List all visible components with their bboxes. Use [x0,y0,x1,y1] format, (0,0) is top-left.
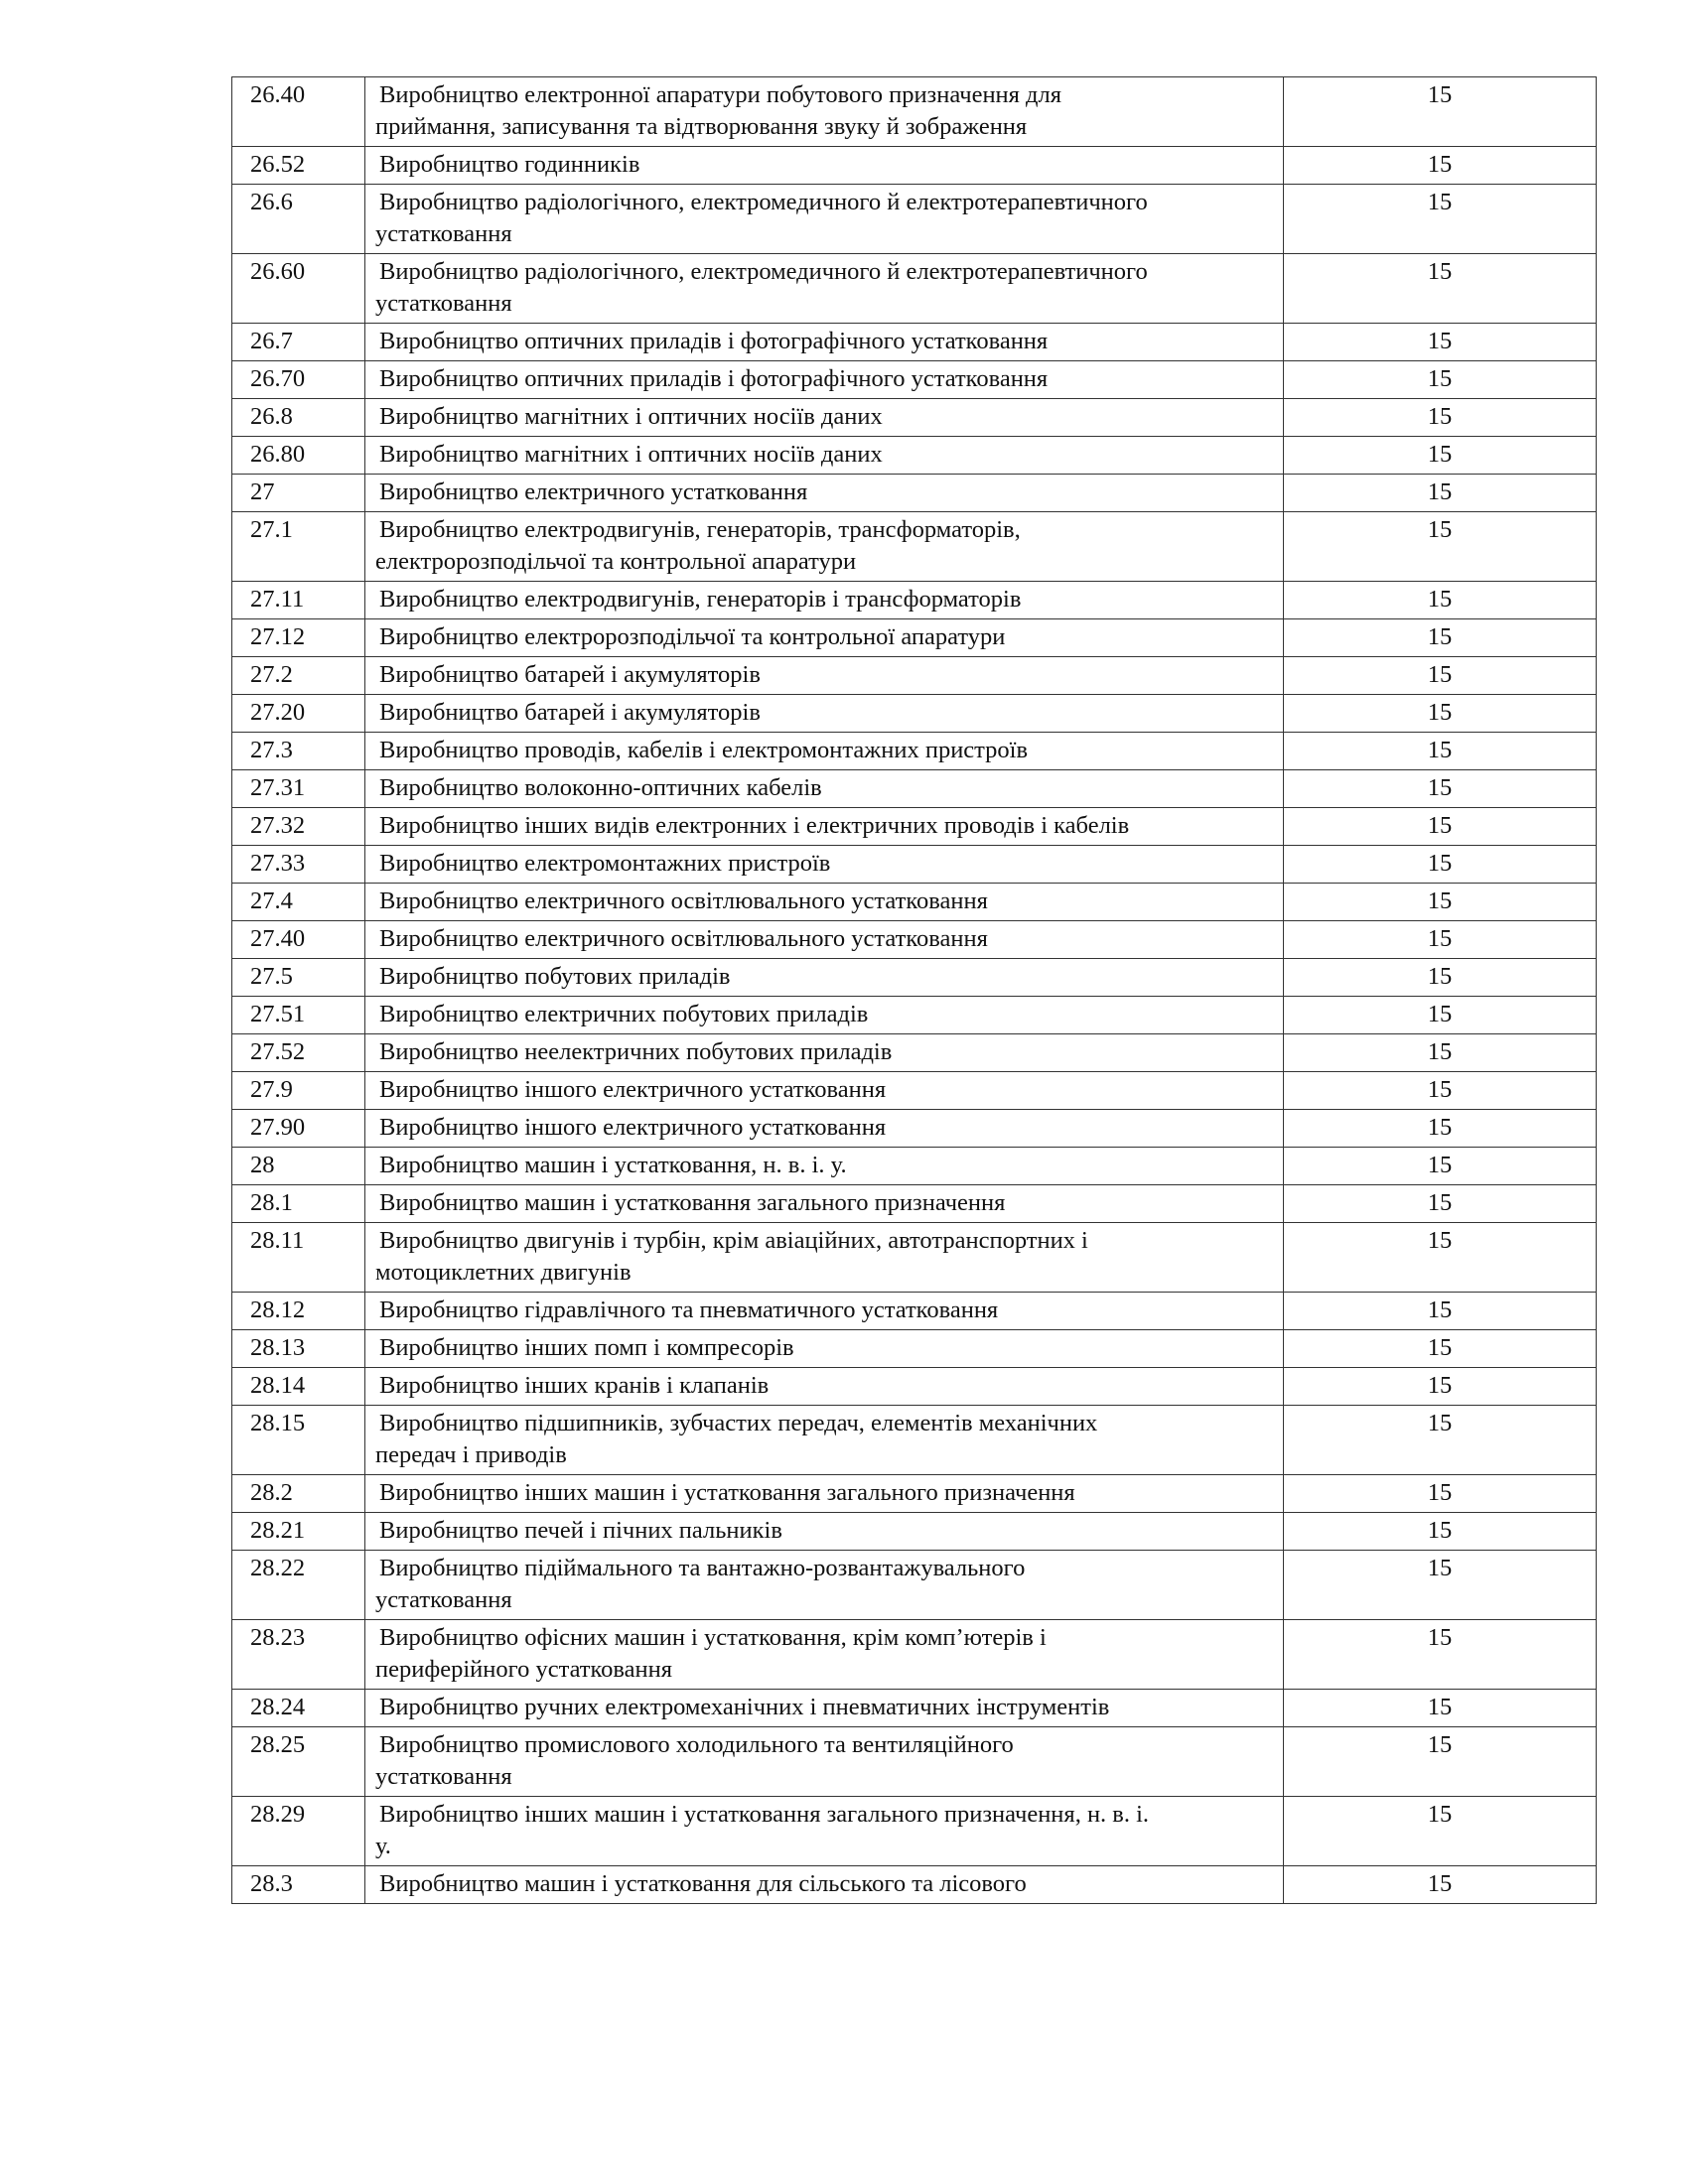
rate-value: 15 [1284,185,1597,254]
activity-name: Виробництво машин і устатковання для сільського та лісового [379,1870,1027,1897]
rate-value: 15 [1284,324,1597,361]
table-body [232,77,1597,1904]
activity-name: Виробництво машин і устатковання, н. в. і. у. [379,1152,847,1178]
table-row [232,1475,1597,1513]
table-row [232,254,1597,324]
rate-value: 15 [1284,1293,1597,1330]
activity-name: Виробництво машин і устатковання загального призначення [379,1189,1006,1216]
activity-name-cell [365,77,1284,147]
activity-name: Виробництво печей і пічних пальників [379,1517,782,1544]
activity-name: Виробництво електронної апаратури побутового призначення для [379,81,1062,108]
activity-name-cell [365,512,1284,582]
activity-name-cell [365,1690,1284,1727]
activity-code: 27.11 [232,582,365,619]
activity-name-cell [365,324,1284,361]
activity-name-cell [365,959,1284,997]
rate-value: 15 [1284,1072,1597,1110]
activity-name-cell [365,1034,1284,1072]
activity-name-cell [365,1223,1284,1293]
table-row [232,77,1597,147]
table-row [232,437,1597,475]
activity-name-cell [365,361,1284,399]
table-row [232,695,1597,733]
activity-name-continued: приймання, записування та відтворювання звуку й зображення [375,113,1028,140]
activity-name: Виробництво підшипників, зубчастих передач, елементів механічних [379,1410,1098,1436]
activity-code: 26.6 [232,185,365,254]
rate-value: 15 [1284,1034,1597,1072]
activity-name-cell [365,185,1284,254]
activity-name: Виробництво промислового холодильного та вентиляційного [379,1731,1014,1758]
activity-code: 26.52 [232,147,365,185]
rate-value: 15 [1284,1866,1597,1904]
activity-code: 27.2 [232,657,365,695]
activity-code: 27.90 [232,1110,365,1148]
activity-name: Виробництво інших машин і устатковання загального призначення, н. в. і. [379,1801,1150,1828]
activity-name-cell [365,695,1284,733]
activity-name: Виробництво побутових приладів [379,963,731,990]
activity-code: 27.51 [232,997,365,1034]
activity-code: 28.13 [232,1330,365,1368]
rate-value: 15 [1284,921,1597,959]
activity-code: 26.7 [232,324,365,361]
table-row [232,619,1597,657]
activity-name: Виробництво електродвигунів, генераторів, трансформаторів, [379,516,1021,543]
activity-name-cell [365,1072,1284,1110]
activity-code: 27.12 [232,619,365,657]
activity-code: 28.11 [232,1223,365,1293]
activity-name-cell [365,437,1284,475]
activity-name: Виробництво електричного освітлювального устатковання [379,887,988,914]
activity-name: Виробництво електророзподільчої та контрольної апаратури [379,623,1006,650]
table-row [232,361,1597,399]
activity-code: 27.1 [232,512,365,582]
rate-value: 15 [1284,1406,1597,1475]
activity-name-cell [365,475,1284,512]
rate-value: 15 [1284,997,1597,1034]
table-row [232,1406,1597,1475]
table-row [232,1551,1597,1620]
activity-name-cell [365,921,1284,959]
table-row [232,657,1597,695]
activity-name-continued: устатковання [375,1586,512,1613]
table-row [232,921,1597,959]
rate-value: 15 [1284,254,1597,324]
rate-value: 15 [1284,1110,1597,1148]
activity-code: 28.12 [232,1293,365,1330]
rate-value: 15 [1284,1330,1597,1368]
activity-name: Виробництво електричного освітлювального устатковання [379,925,988,952]
rate-value: 15 [1284,657,1597,695]
activity-name: Виробництво проводів, кабелів і електромонтажних пристроїв [379,737,1029,763]
table-row [232,770,1597,808]
activity-name-cell [365,1110,1284,1148]
rate-value: 15 [1284,959,1597,997]
activity-code: 26.80 [232,437,365,475]
activity-code: 27.4 [232,884,365,921]
activity-name: Виробництво батарей і акумуляторів [379,699,761,726]
table-row [232,1293,1597,1330]
activity-name-cell [365,619,1284,657]
activity-name-continued: мотоциклетних двигунів [375,1259,632,1286]
rate-value: 15 [1284,475,1597,512]
activity-name-cell [365,1797,1284,1866]
activity-code: 28.1 [232,1185,365,1223]
activity-code: 28.15 [232,1406,365,1475]
table-row [232,884,1597,921]
table-row [232,846,1597,884]
activity-name-cell [365,1475,1284,1513]
table-row [232,147,1597,185]
activity-name-cell [365,1620,1284,1690]
activity-name-continued: передач і приводів [375,1441,567,1468]
activity-name: Виробництво магнітних і оптичних носіїв даних [379,441,883,468]
activity-codes-table [231,76,1597,1904]
rate-value: 15 [1284,1223,1597,1293]
rate-value: 15 [1284,582,1597,619]
table-row [232,582,1597,619]
activity-code: 27.5 [232,959,365,997]
activity-name-cell [365,399,1284,437]
rate-value: 15 [1284,512,1597,582]
rate-value: 15 [1284,1368,1597,1406]
activity-name-cell [365,1368,1284,1406]
rate-value: 15 [1284,1620,1597,1690]
activity-name-cell [365,1866,1284,1904]
activity-name-cell [365,657,1284,695]
table-row [232,1148,1597,1185]
activity-name-cell [365,582,1284,619]
activity-code: 27.9 [232,1072,365,1110]
activity-name-cell [365,884,1284,921]
rate-value: 15 [1284,846,1597,884]
activity-name: Виробництво електричних побутових приладів [379,1001,869,1027]
table-row [232,1110,1597,1148]
rate-value: 15 [1284,1690,1597,1727]
table-row [232,185,1597,254]
activity-name-cell [365,1513,1284,1551]
activity-name-cell [365,770,1284,808]
rate-value: 15 [1284,808,1597,846]
table-row [232,1690,1597,1727]
table-row [232,1797,1597,1866]
rate-value: 15 [1284,361,1597,399]
rate-value: 15 [1284,1551,1597,1620]
activity-name-cell [365,846,1284,884]
activity-name-cell [365,254,1284,324]
activity-name: Виробництво інших кранів і клапанів [379,1372,770,1399]
table-row [232,1727,1597,1797]
activity-code: 26.60 [232,254,365,324]
activity-name-continued: устатковання [375,1763,512,1790]
activity-code: 27.40 [232,921,365,959]
activity-code: 28.22 [232,1551,365,1620]
activity-code: 27 [232,475,365,512]
activity-name: Виробництво інших помп і компресорів [379,1334,794,1361]
activity-name: Виробництво іншого електричного устатковання [379,1114,887,1141]
activity-name-continued: устатковання [375,220,512,247]
activity-name-cell [365,1293,1284,1330]
table-row [232,1620,1597,1690]
rate-value: 15 [1284,77,1597,147]
activity-name: Виробництво офісних машин і устатковання, крім комп’ютерів і [379,1624,1047,1651]
table-row [232,1034,1597,1072]
table-row [232,1866,1597,1904]
rate-value: 15 [1284,619,1597,657]
rate-value: 15 [1284,770,1597,808]
activity-name-cell [365,1406,1284,1475]
activity-name-cell [365,147,1284,185]
activity-name-cell [365,1330,1284,1368]
activity-code: 27.3 [232,733,365,770]
activity-name: Виробництво інших машин і устатковання загального призначення [379,1479,1075,1506]
activity-name: Виробництво двигунів і турбін, крім авіаційних, автотранспортних і [379,1227,1088,1254]
activity-name: Виробництво ручних електромеханічних і пневматичних інструментів [379,1694,1110,1720]
table-row [232,1368,1597,1406]
activity-code: 28.25 [232,1727,365,1797]
activity-name-cell [365,1727,1284,1797]
activity-name-continued: периферійного устатковання [375,1656,673,1683]
table-row [232,808,1597,846]
rate-value: 15 [1284,884,1597,921]
activity-name: Виробництво батарей і акумуляторів [379,661,761,688]
activity-name: Виробництво електродвигунів, генераторів і трансформаторів [379,586,1022,613]
table-row [232,959,1597,997]
activity-name: Виробництво неелектричних побутових приладів [379,1038,893,1065]
rate-value: 15 [1284,147,1597,185]
rate-value: 15 [1284,1185,1597,1223]
activity-name: Виробництво інших видів електронних і електричних проводів і кабелів [379,812,1130,839]
activity-name: Виробництво іншого електричного устатковання [379,1076,887,1103]
activity-code: 27.20 [232,695,365,733]
activity-name: Виробництво електричного устатковання [379,478,808,505]
activity-name: Виробництво магнітних і оптичних носіїв даних [379,403,883,430]
activity-code: 27.33 [232,846,365,884]
table-row [232,324,1597,361]
activity-name-cell [365,733,1284,770]
activity-name-continued: електророзподільчої та контрольної апаратури [375,548,857,575]
activity-name: Виробництво волоконно-оптичних кабелів [379,774,822,801]
rate-value: 15 [1284,1148,1597,1185]
table-row [232,997,1597,1034]
table-row [232,475,1597,512]
activity-code: 28.24 [232,1690,365,1727]
table-row [232,733,1597,770]
rate-value: 15 [1284,1513,1597,1551]
activity-name: Виробництво оптичних приладів і фотографічного устатковання [379,365,1049,392]
rate-value: 15 [1284,695,1597,733]
activity-code: 28 [232,1148,365,1185]
activity-code: 28.2 [232,1475,365,1513]
activity-code: 27.31 [232,770,365,808]
activity-name: Виробництво радіологічного, електромедичного й електротерапевтичного [379,258,1148,285]
rate-value: 15 [1284,1797,1597,1866]
activity-name: Виробництво електромонтажних пристроїв [379,850,831,877]
activity-code: 27.52 [232,1034,365,1072]
table-row [232,1513,1597,1551]
table-row [232,399,1597,437]
table-row [232,512,1597,582]
activity-code: 28.29 [232,1797,365,1866]
activity-name: Виробництво гідравлічного та пневматичного устатковання [379,1297,999,1323]
activity-name-cell [365,808,1284,846]
rate-value: 15 [1284,1727,1597,1797]
rate-value: 15 [1284,733,1597,770]
rate-value: 15 [1284,437,1597,475]
activity-name-cell [365,1185,1284,1223]
table-row [232,1185,1597,1223]
activity-code: 26.70 [232,361,365,399]
activity-name: Виробництво радіологічного, електромедичного й електротерапевтичного [379,189,1148,215]
activity-code: 28.21 [232,1513,365,1551]
activity-name: Виробництво годинників [379,151,640,178]
activity-name: Виробництво підіймального та вантажно-розвантажувального [379,1555,1026,1581]
table-row [232,1072,1597,1110]
activity-code: 28.23 [232,1620,365,1690]
activity-name-cell [365,1148,1284,1185]
activity-code: 26.8 [232,399,365,437]
activity-code: 27.32 [232,808,365,846]
activity-name-cell [365,997,1284,1034]
activity-code: 26.40 [232,77,365,147]
activity-name-cell [365,1551,1284,1620]
rate-value: 15 [1284,399,1597,437]
rate-value: 15 [1284,1475,1597,1513]
table-row [232,1223,1597,1293]
activity-code: 28.14 [232,1368,365,1406]
activity-code: 28.3 [232,1866,365,1904]
activity-name: Виробництво оптичних приладів і фотографічного устатковання [379,328,1049,354]
activity-name-continued: устатковання [375,290,512,317]
activity-name-continued: у. [375,1833,391,1859]
table-row [232,1330,1597,1368]
